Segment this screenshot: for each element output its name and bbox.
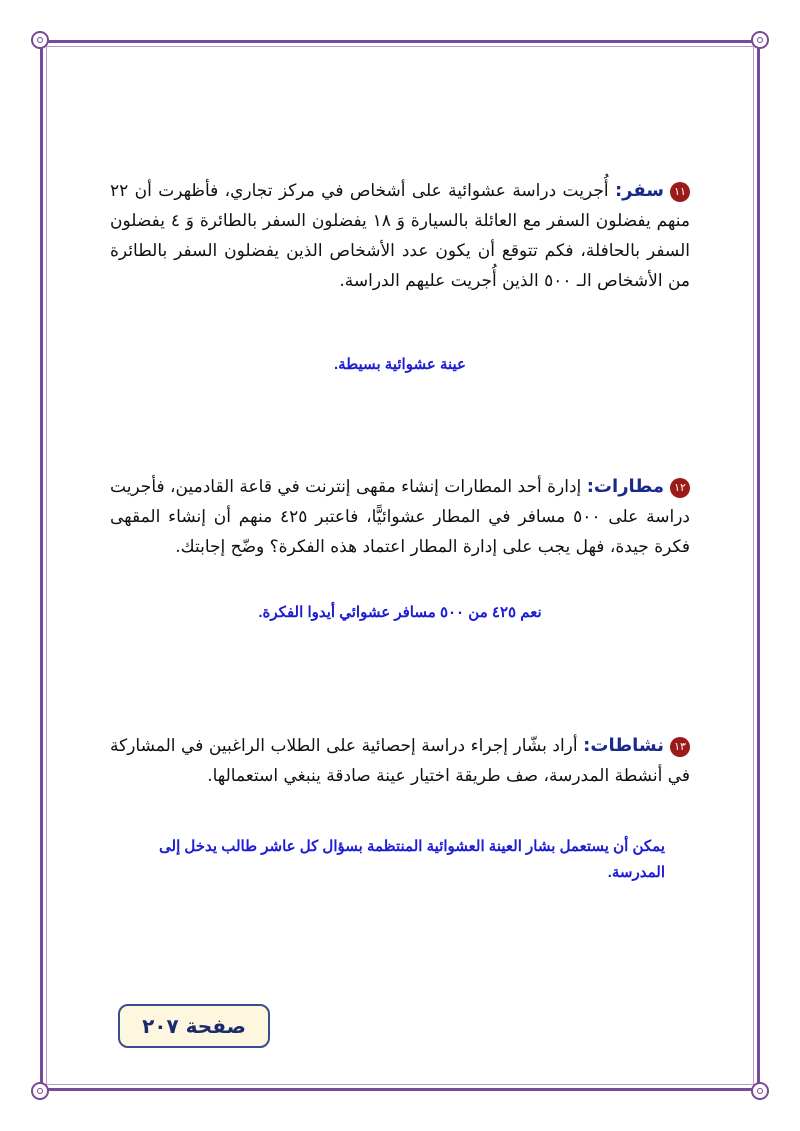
problem-text bbox=[110, 176, 690, 296]
corner-ornament-top-left bbox=[31, 31, 49, 49]
answer-13: يمكن أن يستعمل بشار العينة العشوائية المنتظمة بسؤال كل عاشر طالب يدخل إلى المدرسة. bbox=[159, 838, 665, 881]
problem-text bbox=[110, 731, 690, 791]
problem-11 bbox=[110, 176, 690, 296]
problem-number-badge: ١٢ bbox=[670, 478, 690, 498]
problem-body: أُجريت دراسة عشوائية على أشخاص في مركز تجاري، فأظهرت أن ٢٢ منهم يفضلون السفر مع العائلة بالسيارة وَ ١٨ يفضلون السفر بالطائرة وَ ٤ يفضلون السفر بالحافلة، فكم تتوقع أن يكون عدد الأشخاص الذين يفضلون السفر بالطائرة من الأشخاص الـ ٥٠٠ الذين أُجريت عليهم الدراسة. bbox=[110, 181, 690, 291]
problem-heading: نشاطات: bbox=[583, 735, 665, 756]
answer-11: عينة عشوائية بسيطة. bbox=[334, 356, 466, 373]
problem-body: أراد بشّار إجراء دراسة إحصائية على الطلاب الراغبين في المشاركة في أنشطة المدرسة، صف طريقة اختيار عينة صادقة ينبغي استعمالها. bbox=[110, 736, 690, 786]
corner-ornament-top-right bbox=[751, 31, 769, 49]
problem-text bbox=[110, 472, 690, 562]
problem-body: إدارة أحد المطارات إنشاء مقهى إنترنت في قاعة القادمين، فأجريت دراسة على ٥٠٠ مسافر في المطار عشوائيًّا، فاعتبر ٤٢٥ منهم أن إنشاء المقهى فكرة جيدة، فهل يجب على إدارة المطار اعتماد هذه الفكرة؟ وضّح إجابتك. bbox=[110, 477, 690, 557]
problem-number-badge: ١٣ bbox=[670, 737, 690, 757]
problem-number-badge: ١١ bbox=[670, 182, 690, 202]
answer-12: نعم ٤٢٥ من ٥٠٠ مسافر عشوائي أيدوا الفكرة. bbox=[258, 604, 542, 621]
problem-12 bbox=[110, 472, 690, 562]
corner-ornament-bottom-left bbox=[31, 1082, 49, 1100]
problem-heading: مطارات: bbox=[586, 476, 664, 497]
page-number-label: صفحة ٢٠٧ bbox=[118, 1004, 270, 1048]
problem-13 bbox=[110, 731, 690, 791]
corner-ornament-bottom-right bbox=[751, 1082, 769, 1100]
problem-heading: سفر: bbox=[614, 180, 665, 201]
